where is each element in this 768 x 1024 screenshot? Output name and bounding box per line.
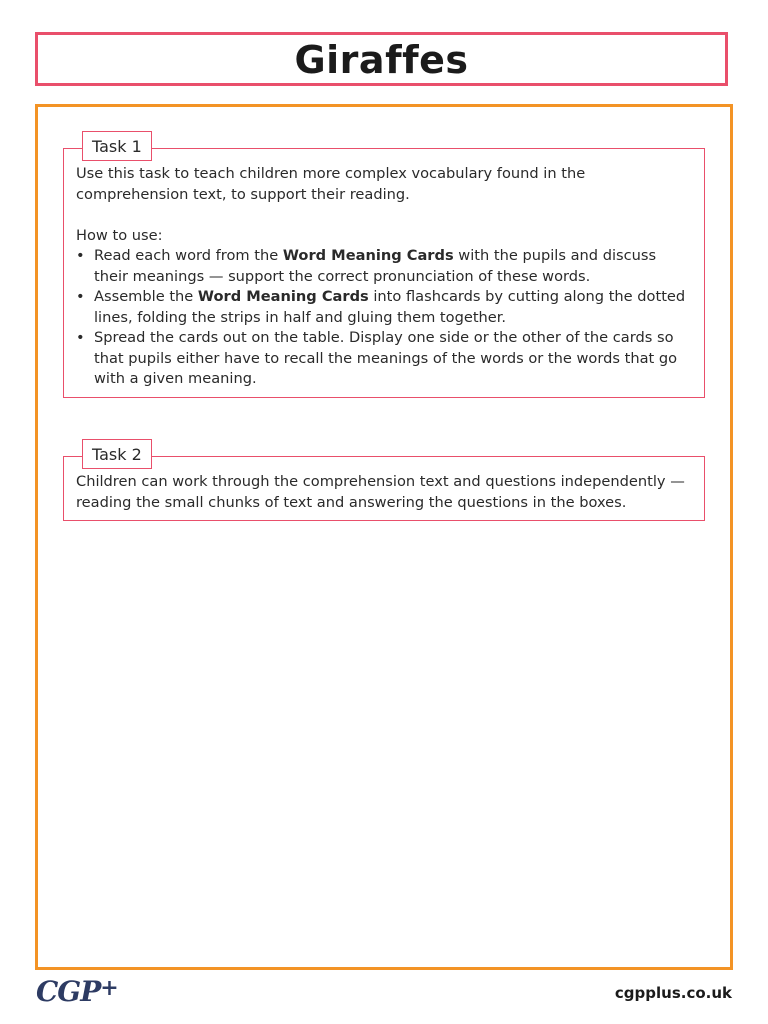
bullet-icon: •: [76, 288, 85, 305]
list-item: • Assemble the Word Meaning Cards into flashcards by cutting along the dotted lines, folding the strips in half and gluing them together.: [76, 288, 686, 326]
list-item: • Spread the cards out on the table. Display one side or the other of the cards so that pupils either have to recall the meanings of the words or the words that go with a given meaning.: [76, 329, 678, 387]
task-2-box: [63, 456, 705, 521]
task-1-box: [63, 148, 705, 398]
bullet-icon: •: [76, 247, 85, 264]
bullet-icon: •: [76, 329, 85, 346]
task-1-howto: How to use:: [76, 226, 163, 244]
task-1-label: Task 1: [82, 131, 152, 161]
task-1-bullet-list: [76, 246, 692, 390]
task-2-label: Task 2: [82, 439, 152, 469]
title-box: [35, 32, 728, 86]
website-url: cgpplus.co.uk: [614, 984, 732, 1002]
list-item: • Read each word from the Word Meaning Cards with the pupils and discuss their meanings — support the correct pronunciation of these words.: [76, 247, 657, 285]
task-1-intro: Use this task to teach children more complex vocabulary found in the comprehension text, to support their reading.: [76, 165, 586, 203]
task-2-text: Children can work through the comprehension text and questions independently — reading the small chunks of text and answering the questions in the boxes.: [76, 473, 685, 511]
cgp-logo: CGP+: [36, 975, 118, 1008]
page-title: Giraffes: [294, 38, 469, 82]
